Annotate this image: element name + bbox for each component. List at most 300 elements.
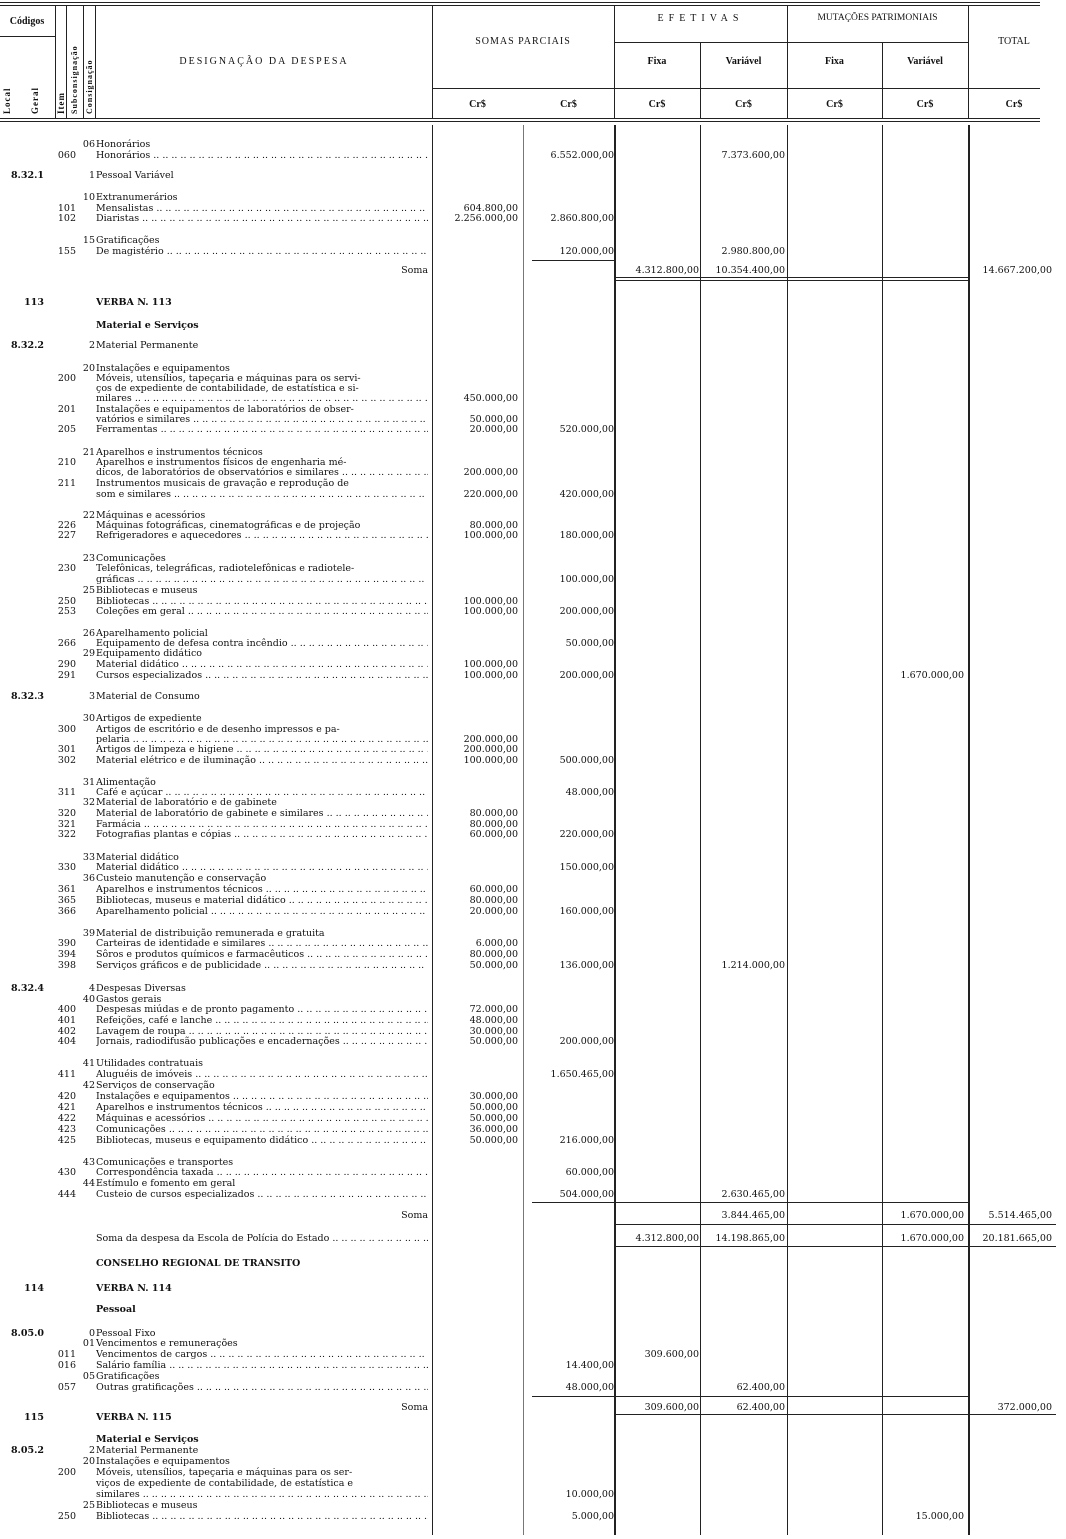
code-local: 8.05.2 xyxy=(10,1445,44,1456)
row-description: Fotografias plantas e cópias .. .. xyxy=(96,829,428,841)
value-somas-2: 48.000,00 xyxy=(565,1382,614,1393)
value-somas-1: 50.000,00 xyxy=(469,1113,518,1124)
row-description: Jornais, radiodifusão publicações e encadernações .. .. xyxy=(96,1036,428,1048)
table-row xyxy=(0,489,1066,501)
value-efetiva-variavel: 14.198.865,00 xyxy=(715,1233,785,1244)
value-efetiva-variavel: 62.400,00 xyxy=(736,1382,785,1393)
row-description: Honorários xyxy=(96,139,151,150)
value-somas-2: 160.000,00 xyxy=(559,906,614,917)
value-somas-1: 100.000,00 xyxy=(463,670,518,681)
code-consignacao: 394 xyxy=(57,949,76,960)
row-description: Soma xyxy=(401,1210,428,1221)
header-fixa-mutacoes: Fixa xyxy=(825,56,844,67)
row-description: Bibliotecas e museus xyxy=(96,585,198,596)
value-somas-2: 216.000,00 xyxy=(559,1135,614,1146)
value-somas-1: 36.000,00 xyxy=(469,1124,518,1135)
code-consignacao: 365 xyxy=(57,895,76,906)
row-description: Lavagem de roupa .. .. xyxy=(96,1026,428,1038)
value-total: 5.514.465,00 xyxy=(988,1210,1052,1221)
row-description: CONSELHO REGIONAL DE TRANSITO xyxy=(96,1258,301,1269)
code-consignacao: 321 xyxy=(57,819,76,830)
row-description: Artigos de limpeza e higiene .. .. xyxy=(96,744,428,756)
row-description: Aparelhos e instrumentos físicos de engenharia mé- xyxy=(96,457,347,468)
value-somas-1: 80.000,00 xyxy=(469,895,518,906)
row-description: Serviços gráficos e de publicidade .. .. xyxy=(96,960,428,972)
code-item: 25 xyxy=(82,585,95,596)
code-consignacao: 016 xyxy=(57,1360,76,1371)
row-description: Telefônicas, telegráficas, radiotelefônicas e radiotele- xyxy=(96,563,355,574)
row-description: gráficas .. .. xyxy=(96,574,428,586)
value-somas-2: 10.000,00 xyxy=(565,1489,614,1500)
value-mutacao-variavel: 1.670.000,00 xyxy=(900,1210,964,1221)
row-description: milares .. .. xyxy=(96,393,428,405)
code-local: 8.32.1 xyxy=(10,170,44,181)
code-consignacao: 200 xyxy=(57,373,76,384)
table-row xyxy=(0,960,1066,972)
row-description: Farmácia .. .. xyxy=(96,819,428,831)
table-row xyxy=(0,297,1066,309)
row-description: Pessoal Fixo xyxy=(96,1328,156,1339)
row-description: Soma xyxy=(401,265,428,276)
currency-label: Cr$ xyxy=(560,99,577,110)
code-item: 44 xyxy=(82,1178,95,1189)
value-somas-1: 100.000,00 xyxy=(463,606,518,617)
value-somas-1: 220.000,00 xyxy=(463,489,518,500)
code-consignacao: 060 xyxy=(57,150,76,161)
value-somas-1: 200.000,00 xyxy=(463,734,518,745)
row-description: Carteiras de identidade e similares .. .. xyxy=(96,938,428,950)
code-consignacao: 200 xyxy=(57,1467,76,1478)
table-row xyxy=(0,1189,1066,1201)
header-efetivas: EFETIVAS xyxy=(657,13,744,24)
row-description: Material didático .. .. xyxy=(96,862,428,874)
code-consignacao: 011 xyxy=(57,1349,76,1360)
row-description: Instrumentos musicais de gravação e reprodução de xyxy=(96,478,349,489)
value-efetiva-fixa: 4.312.800,00 xyxy=(635,265,699,276)
row-description: Artigos de escritório e de desenho impressos e pa- xyxy=(96,724,340,735)
code-item: 2 xyxy=(88,340,95,351)
value-somas-2: 1.650.465,00 xyxy=(550,1069,614,1080)
code-item: 21 xyxy=(82,447,95,458)
value-somas-2: 180.000,00 xyxy=(559,530,614,541)
value-somas-1: 100.000,00 xyxy=(463,755,518,766)
table-row xyxy=(0,265,1066,277)
code-consignacao: 211 xyxy=(57,478,76,489)
code-item: 23 xyxy=(82,553,95,564)
table-row xyxy=(0,246,1066,258)
code-consignacao: 057 xyxy=(57,1382,76,1393)
row-description: Material elétrico e de iluminação .. .. xyxy=(96,755,428,767)
value-somas-2: 120.000,00 xyxy=(559,246,614,257)
value-somas-2: 520.000,00 xyxy=(559,424,614,435)
code-consignacao: 320 xyxy=(57,808,76,819)
code-consignacao: 330 xyxy=(57,862,76,873)
code-consignacao: 201 xyxy=(57,404,76,415)
code-consignacao: 322 xyxy=(57,829,76,840)
row-description: Despesas Diversas xyxy=(96,983,186,994)
row-description: Custeio de cursos especializados .. .. xyxy=(96,1189,428,1201)
row-description: Material didático xyxy=(96,852,179,863)
code-local: 8.32.4 xyxy=(10,983,44,994)
code-consignacao: 205 xyxy=(57,424,76,435)
row-description: Coleções em geral .. .. xyxy=(96,606,428,618)
table-row xyxy=(0,1135,1066,1147)
value-somas-1: 60.000,00 xyxy=(469,829,518,840)
header-hrule xyxy=(0,36,55,37)
value-somas-1: 100.000,00 xyxy=(463,530,518,541)
row-description: Sôros e produtos químicos e farmacêuticos .. .. xyxy=(96,949,428,961)
row-description: Bibliotecas e museus xyxy=(96,1500,198,1511)
row-description: Gratificações xyxy=(96,1371,160,1382)
row-description: Aparelhos e instrumentos técnicos .. .. xyxy=(96,1102,428,1114)
code-consignacao: 227 xyxy=(57,530,76,541)
row-description: Refeições, café e lanche .. .. xyxy=(96,1015,428,1027)
code-consignacao: 430 xyxy=(57,1167,76,1178)
code-consignacao: 102 xyxy=(57,213,76,224)
value-somas-2: 200.000,00 xyxy=(559,670,614,681)
value-somas-2: 50.000,00 xyxy=(565,638,614,649)
row-description: Pessoal xyxy=(96,1304,136,1315)
table-row xyxy=(0,1233,1066,1245)
code-consignacao: 155 xyxy=(57,246,76,257)
value-efetiva-variavel: 2.980.800,00 xyxy=(721,246,785,257)
row-description: VERBA N. 115 xyxy=(96,1412,172,1423)
value-somas-1: 200.000,00 xyxy=(463,744,518,755)
value-efetiva-variavel: 3.844.465,00 xyxy=(721,1210,785,1221)
code-item: 20 xyxy=(82,1456,95,1467)
value-somas-2: 14.400,00 xyxy=(565,1360,614,1371)
value-efetiva-variavel: 1.214.000,00 xyxy=(721,960,785,971)
code-item: 20 xyxy=(82,363,95,374)
value-somas-1: 50.000,00 xyxy=(469,414,518,425)
row-description: ços de expediente de contabilidade, de estatística e si- xyxy=(96,383,359,394)
code-item: 10 xyxy=(82,192,95,203)
table-row xyxy=(0,1036,1066,1048)
code-consignacao: 300 xyxy=(57,724,76,735)
value-efetiva-variavel: 62.400,00 xyxy=(736,1402,785,1413)
sum-underline xyxy=(532,1396,968,1397)
sum-underline xyxy=(532,1202,968,1203)
code-consignacao: 366 xyxy=(57,906,76,917)
value-efetiva-variavel: 2.630.465,00 xyxy=(721,1189,785,1200)
row-description: VERBA N. 113 xyxy=(96,297,172,308)
value-efetiva-fixa: 309.600,00 xyxy=(644,1402,699,1413)
value-total: 14.667.200,00 xyxy=(982,265,1052,276)
value-somas-2: 200.000,00 xyxy=(559,606,614,617)
value-efetiva-fixa: 4.312.800,00 xyxy=(635,1233,699,1244)
row-description: Material didático .. .. xyxy=(96,659,428,671)
header-codigos: Códigos xyxy=(9,16,45,27)
row-description: Mensalistas .. .. xyxy=(96,203,428,215)
value-efetiva-variavel: 7.373.600,00 xyxy=(721,150,785,161)
row-description: Custeio manutenção e conservação xyxy=(96,873,267,884)
row-description: Material e Serviços xyxy=(96,1434,199,1445)
code-local: 114 xyxy=(24,1283,44,1294)
code-consignacao: 250 xyxy=(57,1511,76,1522)
row-description: Café e açúcar .. .. xyxy=(96,787,428,799)
value-somas-2: 5.000,00 xyxy=(571,1511,614,1522)
value-somas-1: 80.000,00 xyxy=(469,819,518,830)
row-description: Equipamento de defesa contra incêndio .. .. xyxy=(96,638,428,650)
row-description: Aparelhos e instrumentos técnicos .. .. xyxy=(96,884,428,896)
row-description: Máquinas e acessórios xyxy=(96,510,206,521)
code-consignacao: 361 xyxy=(57,884,76,895)
code-local: 8.05.0 xyxy=(10,1328,44,1339)
row-description: Material de Consumo xyxy=(96,691,200,702)
code-consignacao: 226 xyxy=(57,520,76,531)
value-somas-2: 48.000,00 xyxy=(565,787,614,798)
row-description: vatórios e similares .. .. xyxy=(96,414,428,426)
value-somas-1: 30.000,00 xyxy=(469,1091,518,1102)
row-description: Móveis, utensílios, tapeçaria e máquinas para os servi- xyxy=(96,373,361,384)
code-item: 39 xyxy=(82,928,95,939)
currency-label: Cr$ xyxy=(916,99,934,110)
value-somas-1: 80.000,00 xyxy=(469,520,518,531)
row-description: Aparelhamento policial xyxy=(96,628,208,639)
code-item: 25 xyxy=(82,1500,95,1511)
value-somas-1: 48.000,00 xyxy=(469,1015,518,1026)
row-description: Material de laboratório e de gabinete xyxy=(96,797,277,808)
sum-underline xyxy=(532,260,614,261)
value-somas-1: 604.800,00 xyxy=(463,203,518,214)
value-somas-1: 72.000,00 xyxy=(469,1004,518,1015)
row-description: Pessoal Variável xyxy=(96,170,174,181)
row-description: similares .. .. xyxy=(96,1489,428,1501)
row-description: Material de distribuição remunerada e gratuita xyxy=(96,928,325,939)
code-local: 8.32.3 xyxy=(10,691,44,702)
value-somas-1: 20.000,00 xyxy=(469,906,518,917)
header-item: Item xyxy=(56,92,66,114)
code-consignacao: 302 xyxy=(57,755,76,766)
value-total: 372.000,00 xyxy=(997,1402,1052,1413)
value-somas-1: 50.000,00 xyxy=(469,960,518,971)
row-description: Aparelhos e instrumentos técnicos xyxy=(96,447,263,458)
row-description: Estímulo e fomento em geral xyxy=(96,1178,236,1189)
row-description: som e similares .. .. xyxy=(96,489,428,501)
code-item: 3 xyxy=(88,691,95,702)
row-description: Serviços de conservação xyxy=(96,1080,215,1091)
header-designacao: DESIGNAÇÃO DA DESPESA xyxy=(179,56,349,67)
code-consignacao: 423 xyxy=(57,1124,76,1135)
row-description: Instalações e equipamentos de laboratórios de obser- xyxy=(96,404,354,415)
value-somas-2: 504.000,00 xyxy=(559,1189,614,1200)
row-description: Comunicações xyxy=(96,553,166,564)
currency-label: Cr$ xyxy=(469,99,486,110)
code-consignacao: 290 xyxy=(57,659,76,670)
value-efetiva-fixa: 309.600,00 xyxy=(644,1349,699,1360)
table-row xyxy=(0,691,1066,703)
table-row xyxy=(0,424,1066,436)
table-row xyxy=(0,1258,1066,1270)
table-row xyxy=(0,906,1066,918)
code-item: 2 xyxy=(88,1445,95,1456)
value-somas-2: 2.860.800,00 xyxy=(550,213,614,224)
value-somas-1: 100.000,00 xyxy=(463,596,518,607)
value-somas-2: 60.000,00 xyxy=(565,1167,614,1178)
table-row xyxy=(0,670,1066,682)
row-description: Vencimentos e remunerações xyxy=(96,1338,238,1349)
code-item: 05 xyxy=(82,1371,95,1382)
row-description: Despesas miúdas e de pronto pagamento .. .. xyxy=(96,1004,428,1016)
row-description: Soma xyxy=(401,1402,428,1413)
code-item: 06 xyxy=(82,139,95,150)
code-local: 115 xyxy=(24,1412,44,1423)
row-description: Salário família .. .. xyxy=(96,1360,428,1372)
value-somas-2: 100.000,00 xyxy=(559,574,614,585)
row-description: Gratificações xyxy=(96,235,160,246)
code-consignacao: 253 xyxy=(57,606,76,617)
code-item: 41 xyxy=(82,1058,95,1069)
table-row xyxy=(0,530,1066,542)
row-description: Bibliotecas, museus e equipamento didático .. .. xyxy=(96,1135,428,1147)
top-rule xyxy=(0,2,1040,3)
code-consignacao: 101 xyxy=(57,203,76,214)
header-total: TOTAL xyxy=(998,36,1030,47)
value-somas-2: 136.000,00 xyxy=(559,960,614,971)
code-item: 15 xyxy=(82,235,95,246)
value-mutacao-variavel: 15.000,00 xyxy=(915,1511,964,1522)
header-hrule xyxy=(432,88,1040,89)
header-mutacoes: MUTAÇÕES PATRIMONIAIS xyxy=(817,13,938,23)
code-item: 43 xyxy=(82,1157,95,1168)
code-item: 01 xyxy=(82,1338,95,1349)
row-description: pelaria .. .. xyxy=(96,734,428,746)
header-variavel-mutacoes: Variável xyxy=(907,56,943,67)
sum-underline xyxy=(616,280,968,281)
row-description: Bibliotecas .. .. xyxy=(96,596,428,608)
header-local: Local xyxy=(2,87,12,114)
currency-label: Cr$ xyxy=(735,99,752,110)
table-row xyxy=(0,1511,1066,1523)
code-consignacao: 390 xyxy=(57,938,76,949)
value-somas-2: 150.000,00 xyxy=(559,862,614,873)
header-fixa: Fixa xyxy=(647,56,667,67)
row-description: Material de laboratório de gabinete e similares .. .. xyxy=(96,808,428,820)
code-item: 33 xyxy=(82,852,95,863)
code-consignacao: 210 xyxy=(57,457,76,468)
value-somas-1: 30.000,00 xyxy=(469,1026,518,1037)
header-divider xyxy=(66,5,67,118)
code-item: 42 xyxy=(82,1080,95,1091)
value-somas-1: 6.000,00 xyxy=(475,938,518,949)
code-consignacao: 230 xyxy=(57,563,76,574)
value-somas-1: 2.256.000,00 xyxy=(454,213,518,224)
code-item: 32 xyxy=(82,797,95,808)
value-somas-2: 500.000,00 xyxy=(559,755,614,766)
code-item: 22 xyxy=(82,510,95,521)
table-row xyxy=(0,829,1066,841)
value-somas-1: 50.000,00 xyxy=(469,1102,518,1113)
value-somas-1: 80.000,00 xyxy=(469,949,518,960)
row-description: dicos, de laboratórios de observatórios e similares .. .. xyxy=(96,467,428,479)
row-description: Instalações e equipamentos xyxy=(96,1456,230,1467)
row-description: Diaristas .. .. xyxy=(96,213,428,225)
value-mutacao-variavel: 1.670.000,00 xyxy=(900,1233,964,1244)
code-consignacao: 400 xyxy=(57,1004,76,1015)
value-total: 20.181.665,00 xyxy=(982,1233,1052,1244)
code-consignacao: 402 xyxy=(57,1026,76,1037)
table-row xyxy=(0,320,1066,332)
code-consignacao: 311 xyxy=(57,787,76,798)
row-description: Correspondência taxada .. .. xyxy=(96,1167,428,1179)
table-row xyxy=(0,755,1066,767)
value-somas-1: 50.000,00 xyxy=(469,1135,518,1146)
table-row xyxy=(0,150,1066,162)
value-somas-1: 450.000,00 xyxy=(463,393,518,404)
code-consignacao: 444 xyxy=(57,1189,76,1200)
value-efetiva-variavel: 10.354.400,00 xyxy=(715,265,785,276)
row-description: Refrigeradores e aquecedores .. .. xyxy=(96,530,428,542)
row-description: Outras gratificações .. .. xyxy=(96,1382,428,1394)
table-row xyxy=(0,1412,1066,1424)
row-description: Honorários .. .. xyxy=(96,150,428,162)
row-description: viços de expediente de contabilidade, de estatística e xyxy=(96,1478,354,1489)
table-row xyxy=(0,606,1066,618)
code-consignacao: 301 xyxy=(57,744,76,755)
code-item: 30 xyxy=(82,713,95,724)
row-description: Cursos especializados .. .. xyxy=(96,670,428,682)
currency-label: Cr$ xyxy=(826,99,843,110)
value-somas-1: 60.000,00 xyxy=(469,884,518,895)
row-description: Equipamento didático xyxy=(96,648,202,659)
code-item: 29 xyxy=(82,648,95,659)
code-local: 113 xyxy=(24,297,44,308)
value-somas-1: 200.000,00 xyxy=(463,467,518,478)
header-consignacao: Consignação xyxy=(85,59,94,114)
code-consignacao: 404 xyxy=(57,1036,76,1047)
code-item: 36 xyxy=(82,873,95,884)
value-somas-2: 220.000,00 xyxy=(559,829,614,840)
code-local: 8.32.2 xyxy=(10,340,44,351)
row-description: Aparelhamento policial .. .. xyxy=(96,906,428,918)
code-item: 31 xyxy=(82,777,95,788)
header-geral: Geral xyxy=(30,87,40,114)
header-hrule xyxy=(614,42,968,43)
row-description: Comunicações e transportes xyxy=(96,1157,234,1168)
row-description: Vencimentos de cargos .. .. xyxy=(96,1349,428,1361)
value-somas-2: 420.000,00 xyxy=(559,489,614,500)
row-description: Material Permanente xyxy=(96,1445,199,1456)
row-description: Instalações e equipamentos xyxy=(96,363,230,374)
code-consignacao: 420 xyxy=(57,1091,76,1102)
code-item: 4 xyxy=(88,983,95,994)
value-mutacao-variavel: 1.670.000,00 xyxy=(900,670,964,681)
table-row xyxy=(0,213,1066,225)
code-item: 26 xyxy=(82,628,95,639)
header-somas-parciais: SOMAS PARCIAIS xyxy=(475,36,571,47)
value-somas-1: 80.000,00 xyxy=(469,808,518,819)
row-description: Ferramentas .. .. xyxy=(96,424,428,436)
row-description: Extranumerários xyxy=(96,192,178,203)
value-somas-1: 50.000,00 xyxy=(469,1036,518,1047)
row-description: Utilidades contratuais xyxy=(96,1058,203,1069)
row-description: Máquinas fotográficas, cinematográficas e de projeção xyxy=(96,520,361,531)
row-description: Gastos gerais xyxy=(96,994,162,1005)
table-row xyxy=(0,170,1066,182)
value-somas-2: 6.552.000,00 xyxy=(550,150,614,161)
code-consignacao: 250 xyxy=(57,596,76,607)
value-somas-1: 100.000,00 xyxy=(463,659,518,670)
row-description: VERBA N. 114 xyxy=(96,1283,172,1294)
code-item: 40 xyxy=(82,994,95,1005)
currency-label: Cr$ xyxy=(648,99,666,110)
table-row xyxy=(0,340,1066,352)
code-consignacao: 425 xyxy=(57,1135,76,1146)
sum-underline xyxy=(616,1224,1056,1225)
row-description: Artigos de expediente xyxy=(96,713,202,724)
code-consignacao: 421 xyxy=(57,1102,76,1113)
header-subconsignacao: Subconsignação xyxy=(70,45,79,114)
